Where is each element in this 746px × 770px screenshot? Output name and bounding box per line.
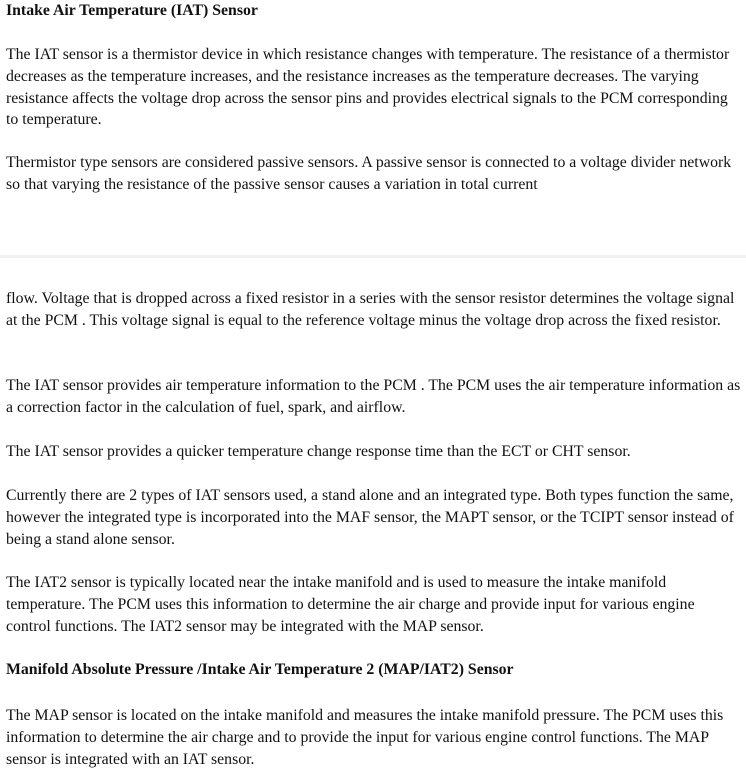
paragraph-map-sensor: The MAP sensor is located on the intake manifold and measures the intake manifold pressure. The PCM uses this information to determine the air charge and to provide the input for various engine control functions. The MAP sensor is integrated with an IAT sensor.	[6, 707, 724, 768]
paragraph-iat2-location: The IAT2 sensor is typically located near the intake manifold and is used to measure the intake manifold temperature. The PCM uses this information to determine the air charge and provide input for various engine control functions. The IAT2 sensor may be integrated with the MAP sensor.	[6, 574, 695, 635]
heading-iat-sensor: Intake Air Temperature (IAT) Sensor	[6, 2, 258, 19]
paragraph-iat-thermistor: The IAT sensor is a thermistor device in which resistance changes with temperature. The resistance of a thermistor decreases as the temperature increases, and the resistance increases as the temperature decreases. The varying resistance affects the voltage drop across the sensor pins and provides electrical signals to the PCM corresponding to temperature.	[6, 46, 730, 129]
paragraph-passive-sensor-start: Thermistor type sensors are considered passive sensors. A passive sensor is connected to a voltage divider network so that varying the resistance of the passive sensor causes a variation in total current	[6, 154, 732, 193]
paragraph-iat-response-time: The IAT sensor provides a quicker temperature change response time than the ECT or CHT sensor.	[6, 443, 631, 460]
page-top	[0, 0, 746, 255]
paragraph-iat-types: Currently there are 2 types of IAT sensors used, a stand alone and an integrated type. Both types function the same, however the integrated type is incorporated into the MAF sensor, the MAPT sensor, or the TCIPT sensor instead of being a stand alone sensor.	[6, 487, 734, 548]
heading-map-iat2-sensor: Manifold Absolute Pressure /Intake Air Temperature 2 (MAP/IAT2) Sensor	[6, 661, 514, 678]
paragraph-passive-sensor-end: flow. Voltage that is dropped across a fixed resistor in a series with the sensor resistor determines the voltage signal at the PCM . This voltage signal is equal to the reference voltage minus the voltage drop across the fixed resistor.	[6, 290, 735, 329]
paragraph-iat-air-temperature: The IAT sensor provides air temperature information to the PCM . The PCM uses the air temperature information as a correction factor in the calculation of fuel, spark, and airflow.	[6, 377, 741, 416]
page-bottom	[0, 258, 746, 770]
